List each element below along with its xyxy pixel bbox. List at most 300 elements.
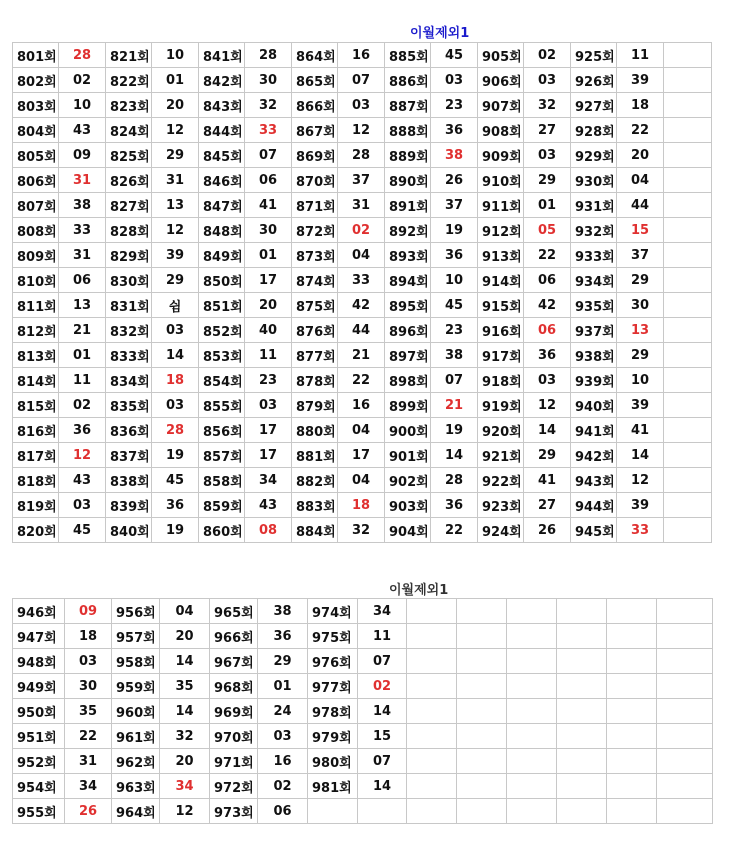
round-number: 20: [160, 624, 210, 649]
empty-cell: [507, 649, 557, 674]
round-label: 849회: [199, 243, 245, 268]
round-label: 840회: [106, 518, 152, 543]
empty-cell: [664, 68, 712, 93]
round-label: 920회: [478, 418, 524, 443]
round-label: 890회: [385, 168, 431, 193]
round-label: 809회: [13, 243, 59, 268]
round-label: 883회: [292, 493, 338, 518]
round-number: 36: [59, 418, 106, 443]
round-label: 956회: [112, 599, 160, 624]
round-label: 845회: [199, 143, 245, 168]
round-number: 쉼: [152, 293, 199, 318]
empty-cell: [457, 624, 507, 649]
empty-cell: [507, 674, 557, 699]
empty-cell: [664, 143, 712, 168]
round-label: 894회: [385, 268, 431, 293]
empty-cell: [664, 393, 712, 418]
empty-cell: [664, 218, 712, 243]
round-number: 11: [245, 343, 292, 368]
round-label: 806회: [13, 168, 59, 193]
round-label: 947회: [13, 624, 65, 649]
round-label: 888회: [385, 118, 431, 143]
empty-cell: [507, 749, 557, 774]
round-label: 834회: [106, 368, 152, 393]
round-label: 823회: [106, 93, 152, 118]
table-row: [13, 799, 713, 824]
empty-cell: [457, 774, 507, 799]
round-label: 932회: [571, 218, 617, 243]
round-number: 17: [245, 418, 292, 443]
round-number: 28: [245, 43, 292, 68]
round-label: 928회: [571, 118, 617, 143]
round-label: 933회: [571, 243, 617, 268]
round-number: 35: [65, 699, 112, 724]
round-number: 04: [338, 243, 385, 268]
round-number: 30: [245, 218, 292, 243]
round-number: 22: [65, 724, 112, 749]
empty-cell: [557, 599, 607, 624]
round-number: 03: [524, 368, 571, 393]
round-label: 946회: [13, 599, 65, 624]
round-label: 802회: [13, 68, 59, 93]
round-number: 01: [258, 674, 308, 699]
round-label: 829회: [106, 243, 152, 268]
empty-cell: [607, 599, 657, 624]
round-number: 06: [258, 799, 308, 824]
empty-cell: [657, 649, 713, 674]
empty-cell: [507, 599, 557, 624]
round-label: 842회: [199, 68, 245, 93]
round-number: 10: [431, 268, 478, 293]
empty-cell: [407, 674, 457, 699]
round-label: 826회: [106, 168, 152, 193]
round-number: 36: [431, 493, 478, 518]
round-label: 870회: [292, 168, 338, 193]
round-number: 17: [245, 268, 292, 293]
round-number: 14: [617, 443, 664, 468]
highlighted-number: 18: [152, 368, 199, 393]
round-number: 36: [258, 624, 308, 649]
round-number: 29: [152, 143, 199, 168]
empty-cell: [664, 443, 712, 468]
highlighted-number: 28: [59, 43, 106, 68]
empty-cell: [664, 268, 712, 293]
empty-cell: [457, 799, 507, 824]
table-row: [13, 268, 712, 293]
table-row: [13, 43, 712, 68]
round-number: 32: [160, 724, 210, 749]
round-label: 896회: [385, 318, 431, 343]
table-row: [13, 143, 712, 168]
empty-cell: [664, 293, 712, 318]
round-label: 820회: [13, 518, 59, 543]
empty-cell: [607, 724, 657, 749]
round-label: 916회: [478, 318, 524, 343]
highlighted-number: 08: [245, 518, 292, 543]
round-number: 12: [152, 118, 199, 143]
round-label: 837회: [106, 443, 152, 468]
round-label: 930회: [571, 168, 617, 193]
round-number: 02: [59, 393, 106, 418]
round-number: 14: [160, 649, 210, 674]
highlighted-number: 13: [617, 318, 664, 343]
round-number: 20: [245, 293, 292, 318]
round-label: 856회: [199, 418, 245, 443]
highlighted-number: 33: [617, 518, 664, 543]
round-number: 44: [617, 193, 664, 218]
round-label: 917회: [478, 343, 524, 368]
round-number: 23: [431, 93, 478, 118]
round-label: 887회: [385, 93, 431, 118]
round-number: 37: [617, 243, 664, 268]
round-label: 838회: [106, 468, 152, 493]
round-label: 978회: [308, 699, 358, 724]
round-label: 803회: [13, 93, 59, 118]
empty-cell: [407, 624, 457, 649]
round-number: 33: [338, 268, 385, 293]
round-number: 03: [524, 143, 571, 168]
round-label: 804회: [13, 118, 59, 143]
table-row: [13, 518, 712, 543]
round-number: 41: [245, 193, 292, 218]
table-row: [13, 393, 712, 418]
round-label: 805회: [13, 143, 59, 168]
round-label: 878회: [292, 368, 338, 393]
empty-cell: [557, 649, 607, 674]
round-label: 877회: [292, 343, 338, 368]
empty-cell: [657, 624, 713, 649]
round-label: 945회: [571, 518, 617, 543]
round-number: 07: [338, 68, 385, 93]
highlighted-number: 09: [65, 599, 112, 624]
round-label: 893회: [385, 243, 431, 268]
round-label: 855회: [199, 393, 245, 418]
round-label: 973회: [210, 799, 258, 824]
round-label: 974회: [308, 599, 358, 624]
empty-cell: [407, 599, 457, 624]
round-number: 36: [152, 493, 199, 518]
round-number: 04: [617, 168, 664, 193]
round-number: 03: [152, 318, 199, 343]
round-number: 30: [617, 293, 664, 318]
table-row: [13, 368, 712, 393]
round-label: 967회: [210, 649, 258, 674]
empty-cell: [607, 699, 657, 724]
round-label: 931회: [571, 193, 617, 218]
round-label: 847회: [199, 193, 245, 218]
table-row: [13, 318, 712, 343]
round-label: 824회: [106, 118, 152, 143]
empty-cell: [657, 774, 713, 799]
round-number: 28: [431, 468, 478, 493]
table-row: [13, 699, 713, 724]
round-label: 913회: [478, 243, 524, 268]
empty-cell: [607, 624, 657, 649]
round-label: 866회: [292, 93, 338, 118]
highlighted-number: 21: [431, 393, 478, 418]
round-number: 31: [65, 749, 112, 774]
round-label: 968회: [210, 674, 258, 699]
round-label: 960회: [112, 699, 160, 724]
round-label: 912회: [478, 218, 524, 243]
round-number: 31: [338, 193, 385, 218]
round-number: 43: [59, 118, 106, 143]
round-number: 45: [431, 293, 478, 318]
table-row: [13, 168, 712, 193]
round-label: 815회: [13, 393, 59, 418]
round-label: 911회: [478, 193, 524, 218]
round-label: 875회: [292, 293, 338, 318]
round-number: 02: [258, 774, 308, 799]
round-number: 03: [59, 493, 106, 518]
round-number: 28: [338, 143, 385, 168]
empty-cell: [557, 699, 607, 724]
round-number: 16: [258, 749, 308, 774]
round-label: 839회: [106, 493, 152, 518]
round-number: 32: [524, 93, 571, 118]
round-number: 13: [59, 293, 106, 318]
round-label: 948회: [13, 649, 65, 674]
round-label: 843회: [199, 93, 245, 118]
round-number: 03: [245, 393, 292, 418]
round-label: 851회: [199, 293, 245, 318]
empty-cell: [557, 724, 607, 749]
round-label: 832회: [106, 318, 152, 343]
round-label: 819회: [13, 493, 59, 518]
round-number: 42: [524, 293, 571, 318]
round-label: 886회: [385, 68, 431, 93]
round-label: 813회: [13, 343, 59, 368]
empty-cell: [664, 243, 712, 268]
round-label: 977회: [308, 674, 358, 699]
round-label: 901회: [385, 443, 431, 468]
round-label: 844회: [199, 118, 245, 143]
round-number: 19: [152, 518, 199, 543]
round-label: 857회: [199, 443, 245, 468]
round-number: 09: [59, 143, 106, 168]
round-label: 910회: [478, 168, 524, 193]
round-number: 01: [152, 68, 199, 93]
empty-cell: [664, 118, 712, 143]
round-number: 35: [160, 674, 210, 699]
round-number: 45: [431, 43, 478, 68]
round-label: 940회: [571, 393, 617, 418]
round-number: 03: [338, 93, 385, 118]
round-number: 33: [59, 218, 106, 243]
highlighted-number: 28: [152, 418, 199, 443]
round-number: 17: [338, 443, 385, 468]
draw-results-table-1: [12, 42, 712, 543]
round-number: 02: [59, 68, 106, 93]
round-label: 914회: [478, 268, 524, 293]
empty-cell: [358, 799, 407, 824]
round-number: 20: [617, 143, 664, 168]
round-label: 818회: [13, 468, 59, 493]
empty-cell: [557, 774, 607, 799]
round-label: 905회: [478, 43, 524, 68]
highlighted-number: 34: [160, 774, 210, 799]
table-row: [13, 674, 713, 699]
round-number: 27: [524, 118, 571, 143]
round-number: 14: [160, 699, 210, 724]
table-row: [13, 243, 712, 268]
round-label: 850회: [199, 268, 245, 293]
round-label: 841회: [199, 43, 245, 68]
empty-cell: [407, 799, 457, 824]
round-label: 937회: [571, 318, 617, 343]
empty-cell: [664, 368, 712, 393]
table1-title: 이월제외1: [410, 26, 470, 41]
round-label: 869회: [292, 143, 338, 168]
round-number: 29: [524, 168, 571, 193]
round-label: 812회: [13, 318, 59, 343]
round-number: 20: [160, 749, 210, 774]
round-number: 19: [431, 218, 478, 243]
round-label: 927회: [571, 93, 617, 118]
round-label: 972회: [210, 774, 258, 799]
empty-cell: [457, 749, 507, 774]
highlighted-number: 12: [59, 443, 106, 468]
round-label: 859회: [199, 493, 245, 518]
round-label: 924회: [478, 518, 524, 543]
round-label: 848회: [199, 218, 245, 243]
empty-cell: [308, 799, 358, 824]
table-row: [13, 749, 713, 774]
empty-cell: [664, 468, 712, 493]
round-number: 29: [617, 343, 664, 368]
round-number: 01: [245, 243, 292, 268]
empty-cell: [664, 343, 712, 368]
round-label: 860회: [199, 518, 245, 543]
empty-cell: [607, 749, 657, 774]
round-number: 07: [358, 649, 407, 674]
round-label: 801회: [13, 43, 59, 68]
highlighted-number: 02: [338, 218, 385, 243]
empty-cell: [557, 749, 607, 774]
round-label: 949회: [13, 674, 65, 699]
empty-cell: [457, 699, 507, 724]
round-number: 39: [617, 393, 664, 418]
highlighted-number: 15: [617, 218, 664, 243]
round-number: 12: [338, 118, 385, 143]
round-label: 954회: [13, 774, 65, 799]
empty-cell: [664, 193, 712, 218]
round-label: 938회: [571, 343, 617, 368]
empty-cell: [657, 699, 713, 724]
round-label: 874회: [292, 268, 338, 293]
table2-title: 이월제외1: [389, 583, 449, 598]
round-number: 38: [59, 193, 106, 218]
round-label: 902회: [385, 468, 431, 493]
empty-cell: [557, 624, 607, 649]
highlighted-number: 02: [358, 674, 407, 699]
round-number: 14: [358, 774, 407, 799]
round-number: 30: [65, 674, 112, 699]
highlighted-number: 05: [524, 218, 571, 243]
round-label: 825회: [106, 143, 152, 168]
round-label: 853회: [199, 343, 245, 368]
round-number: 22: [524, 243, 571, 268]
round-number: 42: [338, 293, 385, 318]
highlighted-number: 31: [59, 168, 106, 193]
round-label: 921회: [478, 443, 524, 468]
round-number: 31: [152, 168, 199, 193]
empty-cell: [664, 518, 712, 543]
round-label: 828회: [106, 218, 152, 243]
round-label: 925회: [571, 43, 617, 68]
round-label: 816회: [13, 418, 59, 443]
round-number: 07: [245, 143, 292, 168]
round-label: 822회: [106, 68, 152, 93]
empty-cell: [557, 799, 607, 824]
round-label: 899회: [385, 393, 431, 418]
round-label: 891회: [385, 193, 431, 218]
round-number: 45: [59, 518, 106, 543]
round-number: 01: [59, 343, 106, 368]
round-number: 36: [431, 243, 478, 268]
round-label: 904회: [385, 518, 431, 543]
round-label: 944회: [571, 493, 617, 518]
highlighted-number: 26: [65, 799, 112, 824]
round-number: 29: [617, 268, 664, 293]
round-label: 964회: [112, 799, 160, 824]
empty-cell: [457, 674, 507, 699]
round-label: 846회: [199, 168, 245, 193]
round-label: 919회: [478, 393, 524, 418]
round-number: 22: [338, 368, 385, 393]
round-number: 29: [152, 268, 199, 293]
empty-cell: [657, 674, 713, 699]
round-number: 15: [358, 724, 407, 749]
round-number: 32: [245, 93, 292, 118]
round-number: 16: [338, 43, 385, 68]
round-label: 981회: [308, 774, 358, 799]
round-label: 882회: [292, 468, 338, 493]
round-label: 836회: [106, 418, 152, 443]
round-label: 976회: [308, 649, 358, 674]
empty-cell: [507, 699, 557, 724]
round-label: 934회: [571, 268, 617, 293]
round-label: 966회: [210, 624, 258, 649]
empty-cell: [664, 493, 712, 518]
round-label: 852회: [199, 318, 245, 343]
round-number: 20: [152, 93, 199, 118]
round-label: 957회: [112, 624, 160, 649]
round-label: 970회: [210, 724, 258, 749]
round-number: 37: [338, 168, 385, 193]
round-label: 885회: [385, 43, 431, 68]
round-label: 879회: [292, 393, 338, 418]
empty-cell: [507, 724, 557, 749]
highlighted-number: 18: [338, 493, 385, 518]
empty-cell: [657, 799, 713, 824]
round-number: 23: [431, 318, 478, 343]
round-number: 02: [524, 43, 571, 68]
round-label: 906회: [478, 68, 524, 93]
empty-cell: [407, 699, 457, 724]
round-number: 26: [431, 168, 478, 193]
empty-cell: [607, 674, 657, 699]
round-number: 14: [524, 418, 571, 443]
round-label: 965회: [210, 599, 258, 624]
highlighted-number: 06: [524, 318, 571, 343]
table-row: [13, 193, 712, 218]
round-label: 827회: [106, 193, 152, 218]
round-label: 979회: [308, 724, 358, 749]
empty-cell: [607, 774, 657, 799]
empty-cell: [407, 649, 457, 674]
round-label: 975회: [308, 624, 358, 649]
